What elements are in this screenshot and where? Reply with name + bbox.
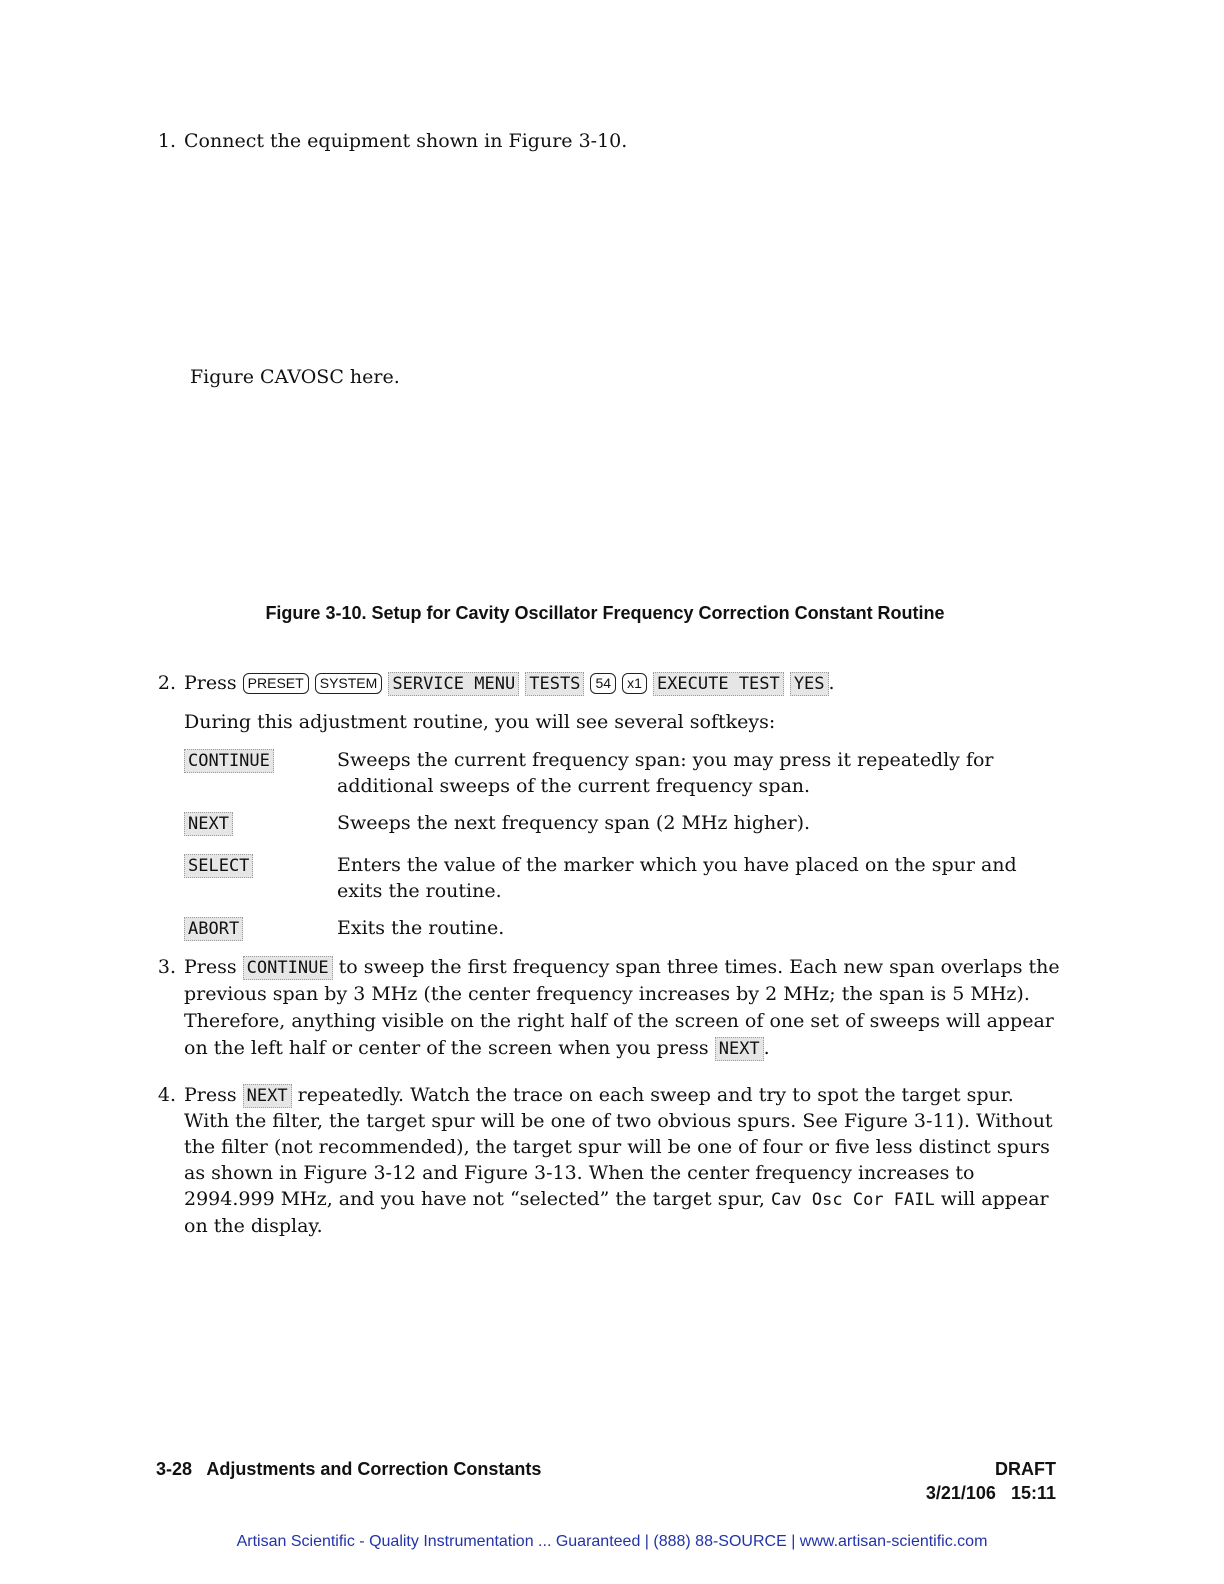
step-2-keys [184, 670, 835, 696]
softkey-description: Sweeps the next frequency span (2 MHz higher). [337, 812, 811, 834]
display-message: Cav Osc Cor FAIL [770, 1190, 935, 1210]
execute-test-softkey[interactable]: EXECUTE TEST [653, 672, 784, 696]
softkey-intro: During this adjustment routine, you will see several softkeys: [184, 711, 776, 733]
step-number: 1. [157, 130, 176, 152]
period: . [763, 1037, 770, 1059]
step-3-body: to sweep the first frequency span three times. Each new span overlaps the previous span by 3 MHz (the center frequency increases by 2 MHz; the span is 5 MHz). Therefore, anything visible on the right half of the screen of one set of sweeps will appear on the left half or center of the screen when you press [184, 956, 1060, 1059]
footer-time: 15:11 [1010, 1483, 1056, 1503]
system-key[interactable]: SYSTEM [315, 673, 383, 694]
softkey-description: Sweeps the current frequency span: you may press it repeatedly for additional sweeps of the current frequency span. [337, 749, 994, 797]
softkey-row [184, 915, 1064, 943]
softkey-row [184, 852, 1064, 906]
softkey-description: Enters the value of the marker which you have placed on the spur and exits the routine. [337, 854, 1017, 902]
figure-placeholder: Figure CAVOSC here. [190, 366, 400, 388]
footer-timestamp [820, 1483, 1056, 1504]
preset-key[interactable]: PRESET [243, 673, 309, 694]
step-number: 3. [157, 956, 176, 978]
step-4-end: will appear on the display. [184, 1188, 1049, 1237]
abort-softkey[interactable]: ABORT [184, 917, 243, 941]
period: . [828, 672, 835, 694]
service-menu-softkey[interactable]: SERVICE MENU [388, 672, 519, 696]
x1-key[interactable]: x1 [622, 673, 647, 694]
draft-label: DRAFT [995, 1459, 1056, 1479]
next-softkey[interactable]: NEXT [715, 1037, 764, 1061]
continue-softkey[interactable]: CONTINUE [243, 956, 333, 980]
figure-caption: Figure 3-10. Setup for Cavity Oscillator Frequency Correction Constant Routine [265, 603, 945, 623]
watermark-link[interactable]: Artisan Scientific - Quality Instrumentation ... Guaranteed | (888) 88-SOURCE | www.artisan-scientific.com [236, 1533, 988, 1550]
footer-left [156, 1459, 541, 1480]
softkey-description: Exits the routine. [337, 917, 505, 939]
step-4-body: repeatedly. Watch the trace on each sweep and try to spot the target spur. With the filter, the target spur will be one of two obvious spurs. See Figure 3-11). Without the filter (not recommended), the target spur will be one of four or five less distinct spurs as shown in Figure 3-12 and Figure 3-13. When the center frequency increases to 2994.999 MHz, and you have not “selected” the target spur, [184, 1084, 1053, 1210]
yes-softkey[interactable]: YES [790, 672, 829, 696]
step-number: 4. [157, 1084, 176, 1106]
softkey-row [184, 747, 1064, 801]
continue-softkey[interactable]: CONTINUE [184, 749, 274, 773]
next-softkey[interactable]: NEXT [184, 812, 233, 836]
tests-softkey[interactable]: TESTS [525, 672, 584, 696]
press-label: Press [184, 956, 237, 978]
footer-date: 3/21/106 [925, 1483, 996, 1503]
softkey-row [184, 810, 1064, 838]
section-title: Adjustments and Correction Constants [206, 1459, 542, 1479]
step-1-text: Connect the equipment shown in Figure 3-10. [184, 130, 628, 152]
step-4-text [184, 1082, 1064, 1239]
next-softkey[interactable]: NEXT [243, 1084, 292, 1108]
step-number: 2. [157, 672, 176, 694]
select-softkey[interactable]: SELECT [184, 854, 253, 878]
press-label: Press [184, 672, 237, 694]
page-number: 3-28 [156, 1459, 193, 1479]
step-3-text [184, 954, 1064, 1062]
key-5-4[interactable]: 54 [590, 673, 616, 694]
press-label: Press [184, 1084, 237, 1106]
